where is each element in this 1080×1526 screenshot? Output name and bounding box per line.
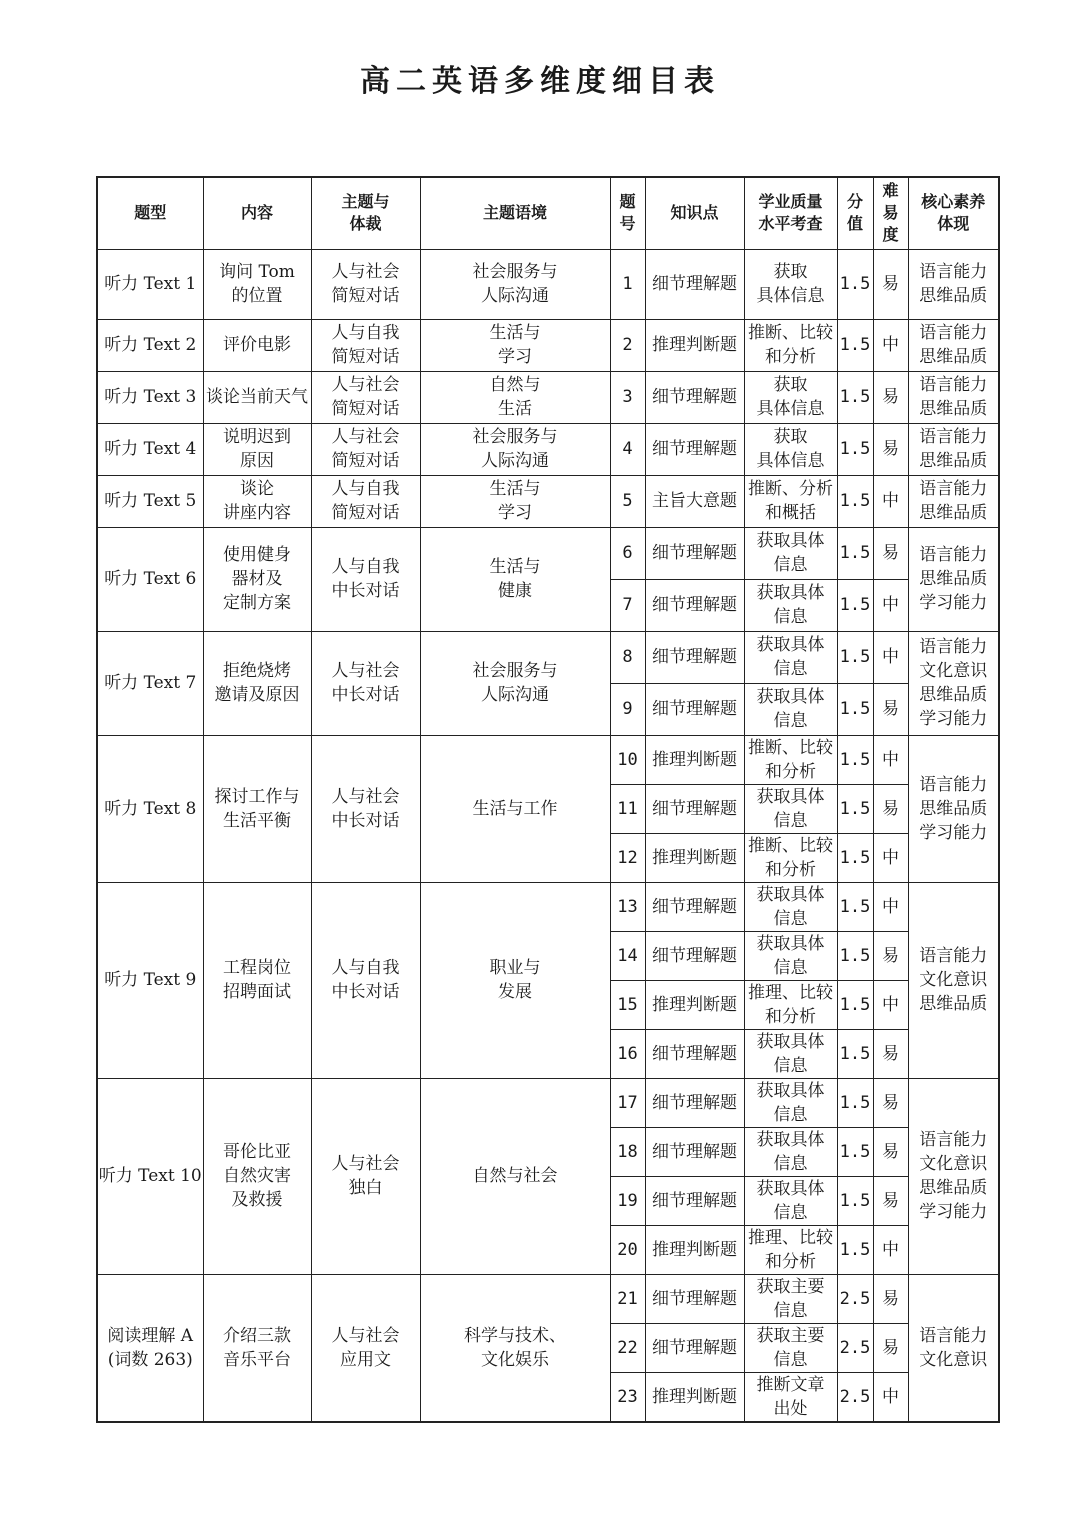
cell-context: 自然与 生活 (420, 371, 610, 423)
cell-knowledge-point: 推理判断题 (645, 1372, 744, 1422)
spec-table (96, 176, 1000, 1423)
cell-theme-genre: 人与自我 中长对话 (311, 527, 420, 631)
cell-question-no: 11 (610, 784, 645, 833)
cell-context: 生活与 学习 (420, 475, 610, 527)
cell-question-no: 9 (610, 683, 645, 735)
cell-question-no: 17 (610, 1078, 645, 1127)
cell-quality-level: 推断、比较 和分析 (744, 833, 837, 882)
cell-quality-level: 获取具体 信息 (744, 882, 837, 931)
cell-question-no: 19 (610, 1176, 645, 1225)
table-row (97, 631, 999, 683)
page-title: 高二英语多维度细目表 (360, 64, 720, 99)
table-row (97, 882, 999, 931)
cell-literacy: 语言能力 思维品质 (908, 475, 999, 527)
table-row (97, 527, 999, 579)
cell-score: 1.5 (837, 371, 873, 423)
cell-quality-level: 推断、比较 和分析 (744, 735, 837, 784)
cell-score: 1.5 (837, 1029, 873, 1078)
header-question-no: 题 号 (610, 177, 645, 249)
cell-difficulty: 中 (873, 980, 908, 1029)
cell-difficulty: 易 (873, 683, 908, 735)
header-quality-level: 学业质量 水平考查 (744, 177, 837, 249)
cell-knowledge-point: 主旨大意题 (645, 475, 744, 527)
table-row (97, 475, 999, 527)
cell-score: 1.5 (837, 931, 873, 980)
cell-context: 职业与 发展 (420, 882, 610, 1078)
cell-context: 社会服务与 人际沟通 (420, 423, 610, 475)
cell-literacy: 语言能力 文化意识 思维品质 学习能力 (908, 1078, 999, 1274)
cell-score: 2.5 (837, 1274, 873, 1323)
cell-difficulty: 中 (873, 1225, 908, 1274)
cell-quality-level: 获取具体 信息 (744, 527, 837, 579)
cell-theme-genre: 人与社会 中长对话 (311, 631, 420, 735)
cell-question-no: 23 (610, 1372, 645, 1422)
cell-content: 说明迟到 原因 (203, 423, 311, 475)
cell-context: 科学与技术、 文化娱乐 (420, 1274, 610, 1422)
cell-question-no: 18 (610, 1127, 645, 1176)
cell-type: 听力 Text 9 (97, 882, 203, 1078)
cell-content: 询问 Tom 的位置 (203, 249, 311, 319)
cell-question-no: 5 (610, 475, 645, 527)
cell-question-no: 22 (610, 1323, 645, 1372)
cell-type: 听力 Text 6 (97, 527, 203, 631)
cell-difficulty: 中 (873, 833, 908, 882)
cell-context: 社会服务与 人际沟通 (420, 631, 610, 735)
cell-theme-genre: 人与社会 简短对话 (311, 249, 420, 319)
table-row (97, 249, 999, 319)
header-row (97, 177, 999, 249)
cell-question-no: 4 (610, 423, 645, 475)
cell-question-no: 14 (610, 931, 645, 980)
cell-context: 社会服务与 人际沟通 (420, 249, 610, 319)
cell-quality-level: 获取具体 信息 (744, 579, 837, 631)
cell-score: 2.5 (837, 1372, 873, 1422)
cell-literacy: 语言能力 文化意识 思维品质 (908, 882, 999, 1078)
cell-score: 1.5 (837, 475, 873, 527)
cell-knowledge-point: 细节理解题 (645, 1176, 744, 1225)
cell-literacy: 语言能力 思维品质 (908, 319, 999, 371)
cell-quality-level: 获取 具体信息 (744, 423, 837, 475)
cell-theme-genre: 人与社会 独白 (311, 1078, 420, 1274)
cell-question-no: 2 (610, 319, 645, 371)
cell-literacy: 语言能力 思维品质 (908, 249, 999, 319)
cell-type: 听力 Text 5 (97, 475, 203, 527)
cell-theme-genre: 人与社会 应用文 (311, 1274, 420, 1422)
cell-question-no: 13 (610, 882, 645, 931)
cell-theme-genre: 人与自我 中长对话 (311, 882, 420, 1078)
cell-score: 1.5 (837, 423, 873, 475)
cell-theme-genre: 人与自我 简短对话 (311, 475, 420, 527)
cell-quality-level: 推断文章 出处 (744, 1372, 837, 1422)
cell-score: 1.5 (837, 319, 873, 371)
cell-knowledge-point: 推理判断题 (645, 319, 744, 371)
cell-difficulty: 易 (873, 784, 908, 833)
cell-difficulty: 中 (873, 319, 908, 371)
cell-quality-level: 获取主要 信息 (744, 1323, 837, 1372)
table-row (97, 319, 999, 371)
cell-score: 1.5 (837, 833, 873, 882)
cell-literacy: 语言能力 文化意识 思维品质 学习能力 (908, 631, 999, 735)
table-row (97, 1274, 999, 1323)
cell-theme-genre: 人与社会 中长对话 (311, 735, 420, 882)
cell-score: 1.5 (837, 1176, 873, 1225)
cell-literacy: 语言能力 思维品质 (908, 423, 999, 475)
cell-type: 听力 Text 1 (97, 249, 203, 319)
cell-literacy: 语言能力 思维品质 学习能力 (908, 735, 999, 882)
cell-quality-level: 获取具体 信息 (744, 784, 837, 833)
cell-difficulty: 易 (873, 1029, 908, 1078)
cell-question-no: 10 (610, 735, 645, 784)
cell-content: 介绍三款 音乐平台 (203, 1274, 311, 1422)
cell-score: 1.5 (837, 784, 873, 833)
cell-knowledge-point: 细节理解题 (645, 683, 744, 735)
cell-difficulty: 易 (873, 371, 908, 423)
cell-difficulty: 易 (873, 1176, 908, 1225)
cell-question-no: 15 (610, 980, 645, 1029)
cell-score: 1.5 (837, 579, 873, 631)
cell-knowledge-point: 细节理解题 (645, 631, 744, 683)
cell-knowledge-point: 细节理解题 (645, 784, 744, 833)
cell-content: 谈论当前天气 (203, 371, 311, 423)
cell-score: 1.5 (837, 1078, 873, 1127)
cell-knowledge-point: 推理判断题 (645, 833, 744, 882)
cell-knowledge-point: 细节理解题 (645, 931, 744, 980)
cell-content: 评价电影 (203, 319, 311, 371)
cell-question-no: 1 (610, 249, 645, 319)
cell-knowledge-point: 推理判断题 (645, 980, 744, 1029)
cell-difficulty: 易 (873, 1323, 908, 1372)
cell-score: 1.5 (837, 1225, 873, 1274)
cell-type: 阅读理解 A (词数 263) (97, 1274, 203, 1422)
cell-difficulty: 易 (873, 423, 908, 475)
cell-context: 生活与工作 (420, 735, 610, 882)
cell-score: 1.5 (837, 631, 873, 683)
cell-question-no: 6 (610, 527, 645, 579)
cell-context: 生活与 学习 (420, 319, 610, 371)
cell-difficulty: 易 (873, 249, 908, 319)
cell-score: 1.5 (837, 683, 873, 735)
cell-knowledge-point: 细节理解题 (645, 371, 744, 423)
cell-question-no: 3 (610, 371, 645, 423)
cell-theme-genre: 人与社会 简短对话 (311, 423, 420, 475)
cell-difficulty: 中 (873, 579, 908, 631)
cell-quality-level: 获取具体 信息 (744, 683, 837, 735)
cell-content: 谈论 讲座内容 (203, 475, 311, 527)
header-knowledge-point: 知识点 (645, 177, 744, 249)
cell-score: 1.5 (837, 735, 873, 784)
cell-knowledge-point: 细节理解题 (645, 423, 744, 475)
cell-knowledge-point: 细节理解题 (645, 579, 744, 631)
cell-quality-level: 推理、比较 和分析 (744, 980, 837, 1029)
cell-score: 1.5 (837, 249, 873, 319)
header-difficulty: 难 易 度 (873, 177, 908, 249)
cell-score: 2.5 (837, 1323, 873, 1372)
cell-content: 使用健身 器材及 定制方案 (203, 527, 311, 631)
cell-theme-genre: 人与自我 简短对话 (311, 319, 420, 371)
cell-quality-level: 获取具体 信息 (744, 631, 837, 683)
header-theme-genre: 主题与 体裁 (311, 177, 420, 249)
cell-type: 听力 Text 8 (97, 735, 203, 882)
cell-content: 哥伦比亚 自然灾害 及救援 (203, 1078, 311, 1274)
cell-quality-level: 获取具体 信息 (744, 1127, 837, 1176)
cell-context: 生活与 健康 (420, 527, 610, 631)
cell-knowledge-point: 细节理解题 (645, 1078, 744, 1127)
header-context: 主题语境 (420, 177, 610, 249)
header-content: 内容 (203, 177, 311, 249)
cell-score: 1.5 (837, 527, 873, 579)
cell-quality-level: 推理、比较 和分析 (744, 1225, 837, 1274)
cell-quality-level: 推断、分析 和概括 (744, 475, 837, 527)
cell-difficulty: 中 (873, 882, 908, 931)
cell-question-no: 8 (610, 631, 645, 683)
cell-theme-genre: 人与社会 简短对话 (311, 371, 420, 423)
cell-context: 自然与社会 (420, 1078, 610, 1274)
cell-knowledge-point: 细节理解题 (645, 1274, 744, 1323)
cell-difficulty: 易 (873, 1274, 908, 1323)
cell-quality-level: 获取 具体信息 (744, 371, 837, 423)
cell-difficulty: 中 (873, 1372, 908, 1422)
cell-question-no: 21 (610, 1274, 645, 1323)
cell-quality-level: 获取 具体信息 (744, 249, 837, 319)
cell-knowledge-point: 细节理解题 (645, 882, 744, 931)
cell-quality-level: 获取具体 信息 (744, 931, 837, 980)
table-row (97, 1078, 999, 1127)
cell-knowledge-point: 细节理解题 (645, 1029, 744, 1078)
cell-knowledge-point: 细节理解题 (645, 249, 744, 319)
cell-difficulty: 易 (873, 527, 908, 579)
cell-type: 听力 Text 7 (97, 631, 203, 735)
cell-literacy: 语言能力 思维品质 (908, 371, 999, 423)
cell-type: 听力 Text 4 (97, 423, 203, 475)
cell-knowledge-point: 推理判断题 (645, 1225, 744, 1274)
cell-knowledge-point: 细节理解题 (645, 1323, 744, 1372)
cell-content: 工程岗位 招聘面试 (203, 882, 311, 1078)
cell-quality-level: 获取具体 信息 (744, 1029, 837, 1078)
cell-difficulty: 中 (873, 735, 908, 784)
table-row (97, 735, 999, 784)
cell-type: 听力 Text 10 (97, 1078, 203, 1274)
cell-question-no: 12 (610, 833, 645, 882)
cell-content: 探讨工作与 生活平衡 (203, 735, 311, 882)
cell-type: 听力 Text 2 (97, 319, 203, 371)
cell-difficulty: 易 (873, 1078, 908, 1127)
cell-quality-level: 推断、比较 和分析 (744, 319, 837, 371)
cell-quality-level: 获取主要 信息 (744, 1274, 837, 1323)
cell-knowledge-point: 细节理解题 (645, 1127, 744, 1176)
cell-knowledge-point: 细节理解题 (645, 527, 744, 579)
header-score: 分 值 (837, 177, 873, 249)
cell-score: 1.5 (837, 1127, 873, 1176)
table-row (97, 371, 999, 423)
cell-difficulty: 中 (873, 475, 908, 527)
cell-question-no: 16 (610, 1029, 645, 1078)
cell-type: 听力 Text 3 (97, 371, 203, 423)
header-literacy: 核心素养 体现 (908, 177, 999, 249)
table-body (97, 249, 999, 1422)
cell-score: 1.5 (837, 882, 873, 931)
table-row (97, 423, 999, 475)
header-type: 题型 (97, 177, 203, 249)
cell-content: 拒绝烧烤 邀请及原因 (203, 631, 311, 735)
cell-difficulty: 中 (873, 631, 908, 683)
cell-difficulty: 易 (873, 1127, 908, 1176)
cell-literacy: 语言能力 思维品质 学习能力 (908, 527, 999, 631)
cell-quality-level: 获取具体 信息 (744, 1176, 837, 1225)
cell-difficulty: 易 (873, 931, 908, 980)
cell-knowledge-point: 推理判断题 (645, 735, 744, 784)
cell-score: 1.5 (837, 980, 873, 1029)
cell-literacy: 语言能力 文化意识 (908, 1274, 999, 1422)
cell-quality-level: 获取具体 信息 (744, 1078, 837, 1127)
cell-question-no: 20 (610, 1225, 645, 1274)
cell-question-no: 7 (610, 579, 645, 631)
